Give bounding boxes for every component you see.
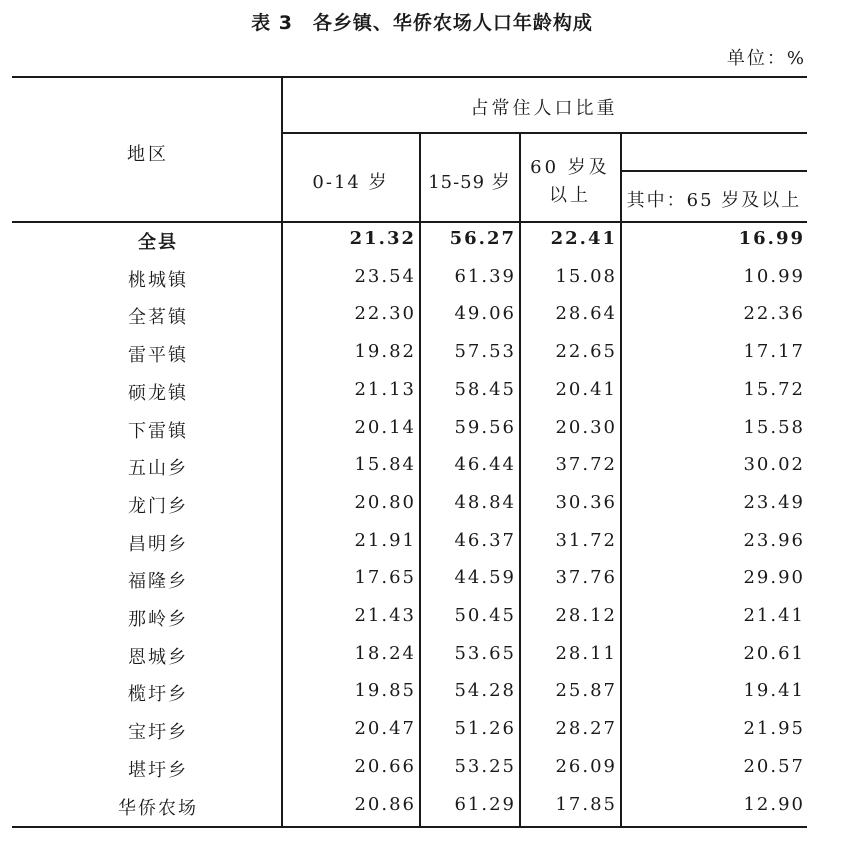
header-group: 占常住人口比重 xyxy=(470,98,618,119)
row-region: 昌明乡 xyxy=(128,534,188,555)
row-age-0-14: 20.47 xyxy=(354,718,416,739)
row-region: 恩城乡 xyxy=(128,647,188,668)
row-age-15-59: 46.37 xyxy=(454,530,516,551)
row-age-60: 28.64 xyxy=(555,303,617,324)
row-age-60: 20.30 xyxy=(555,417,617,438)
row-age-60: 22.65 xyxy=(555,341,617,362)
row-age-15-59: 59.56 xyxy=(454,417,516,438)
header-age-65: 其中：65 岁及以上 xyxy=(626,190,802,211)
row-age-0-14: 15.84 xyxy=(354,454,416,475)
row-age-15-59: 51.26 xyxy=(454,718,516,739)
row-age-65: 21.41 xyxy=(743,605,805,626)
row-age-15-59: 61.39 xyxy=(454,266,516,287)
table-row xyxy=(0,567,844,604)
row-age-15-59: 53.65 xyxy=(454,643,516,664)
row-age-65: 20.57 xyxy=(743,756,805,777)
row-age-60: 20.41 xyxy=(555,379,617,400)
table-row xyxy=(0,379,844,416)
row-age-60: 25.87 xyxy=(555,680,617,701)
sub-header-rule xyxy=(620,170,807,172)
unit-label: 单位：% xyxy=(726,48,806,69)
row-age-65: 17.17 xyxy=(743,341,805,362)
table-row xyxy=(0,794,844,831)
row-age-15-59: 58.45 xyxy=(454,379,516,400)
row-age-65: 19.41 xyxy=(743,680,805,701)
row-region: 龙门乡 xyxy=(128,496,188,517)
row-age-65: 30.02 xyxy=(743,454,805,475)
row-age-15-59: 49.06 xyxy=(454,303,516,324)
row-age-0-14: 21.13 xyxy=(354,379,416,400)
row-age-0-14: 23.54 xyxy=(354,266,416,287)
header-age-60-line1: 60 岁及 xyxy=(530,157,610,178)
row-age-60: 26.09 xyxy=(555,756,617,777)
row-age-0-14: 20.14 xyxy=(354,417,416,438)
row-region: 雷平镇 xyxy=(128,345,188,366)
row-region: 福隆乡 xyxy=(128,571,188,592)
row-age-60: 28.27 xyxy=(555,718,617,739)
row-age-15-59: 44.59 xyxy=(454,567,516,588)
row-age-60: 37.72 xyxy=(555,454,617,475)
row-region: 五山乡 xyxy=(128,458,188,479)
row-age-65: 23.96 xyxy=(743,530,805,551)
row-age-65: 20.61 xyxy=(743,643,805,664)
table-row xyxy=(0,643,844,680)
row-region: 全县 xyxy=(138,232,178,253)
row-region: 堪圩乡 xyxy=(128,760,188,781)
row-age-60: 15.08 xyxy=(555,266,617,287)
row-age-60: 30.36 xyxy=(555,492,617,513)
row-age-60: 17.85 xyxy=(555,794,617,815)
header-age-15-59: 15-59 岁 xyxy=(428,172,511,193)
row-age-0-14: 20.66 xyxy=(354,756,416,777)
row-age-65: 15.72 xyxy=(743,379,805,400)
row-age-0-14: 22.30 xyxy=(354,303,416,324)
row-age-60: 28.11 xyxy=(555,643,617,664)
row-age-65: 15.58 xyxy=(743,417,805,438)
row-age-15-59: 50.45 xyxy=(454,605,516,626)
row-age-65: 12.90 xyxy=(743,794,805,815)
table-row xyxy=(0,303,844,340)
row-age-60: 37.76 xyxy=(555,567,617,588)
row-age-65: 16.99 xyxy=(738,228,805,249)
row-age-60: 31.72 xyxy=(555,530,617,551)
table-row xyxy=(0,417,844,454)
row-region: 华侨农场 xyxy=(118,798,198,819)
row-age-65: 10.99 xyxy=(743,266,805,287)
row-age-0-14: 21.43 xyxy=(354,605,416,626)
row-age-15-59: 54.28 xyxy=(454,680,516,701)
row-region: 全茗镇 xyxy=(128,307,188,328)
table-row xyxy=(0,680,844,717)
row-age-0-14: 20.86 xyxy=(354,794,416,815)
row-region: 下雷镇 xyxy=(128,421,188,442)
top-rule xyxy=(12,76,807,78)
row-age-65: 29.90 xyxy=(743,567,805,588)
row-age-0-14: 21.32 xyxy=(349,228,416,249)
header-age-60-line2: 以上 xyxy=(549,185,591,206)
row-age-15-59: 46.44 xyxy=(454,454,516,475)
row-region: 那岭乡 xyxy=(128,609,188,630)
row-age-0-14: 20.80 xyxy=(354,492,416,513)
table-row xyxy=(0,341,844,378)
row-age-65: 23.49 xyxy=(743,492,805,513)
row-age-0-14: 21.91 xyxy=(354,530,416,551)
table-row xyxy=(0,454,844,491)
row-region: 宝圩乡 xyxy=(128,722,188,743)
row-age-60: 22.41 xyxy=(550,228,617,249)
table-row xyxy=(0,266,844,303)
table-row xyxy=(0,530,844,567)
row-region: 桃城镇 xyxy=(128,270,188,291)
row-age-0-14: 19.85 xyxy=(354,680,416,701)
row-age-0-14: 18.24 xyxy=(354,643,416,664)
row-age-65: 21.95 xyxy=(743,718,805,739)
row-age-15-59: 48.84 xyxy=(454,492,516,513)
row-age-15-59: 57.53 xyxy=(454,341,516,362)
table-row xyxy=(0,756,844,793)
table-row xyxy=(0,605,844,642)
header-age-0-14: 0-14 岁 xyxy=(312,172,389,193)
header-region: 地区 xyxy=(127,144,169,165)
table-title: 表 3 各乡镇、华侨农场人口年龄构成 xyxy=(251,12,593,34)
table-row xyxy=(0,228,844,265)
row-age-15-59: 56.27 xyxy=(449,228,516,249)
table-row xyxy=(0,718,844,755)
header-bottom-rule xyxy=(12,221,807,223)
row-age-0-14: 17.65 xyxy=(354,567,416,588)
row-region: 硕龙镇 xyxy=(128,383,188,404)
table-row xyxy=(0,492,844,529)
row-age-15-59: 61.29 xyxy=(454,794,516,815)
row-age-0-14: 19.82 xyxy=(354,341,416,362)
row-age-65: 22.36 xyxy=(743,303,805,324)
row-region: 榄圩乡 xyxy=(128,684,188,705)
row-age-15-59: 53.25 xyxy=(454,756,516,777)
group-header-rule xyxy=(281,132,807,134)
row-age-60: 28.12 xyxy=(555,605,617,626)
